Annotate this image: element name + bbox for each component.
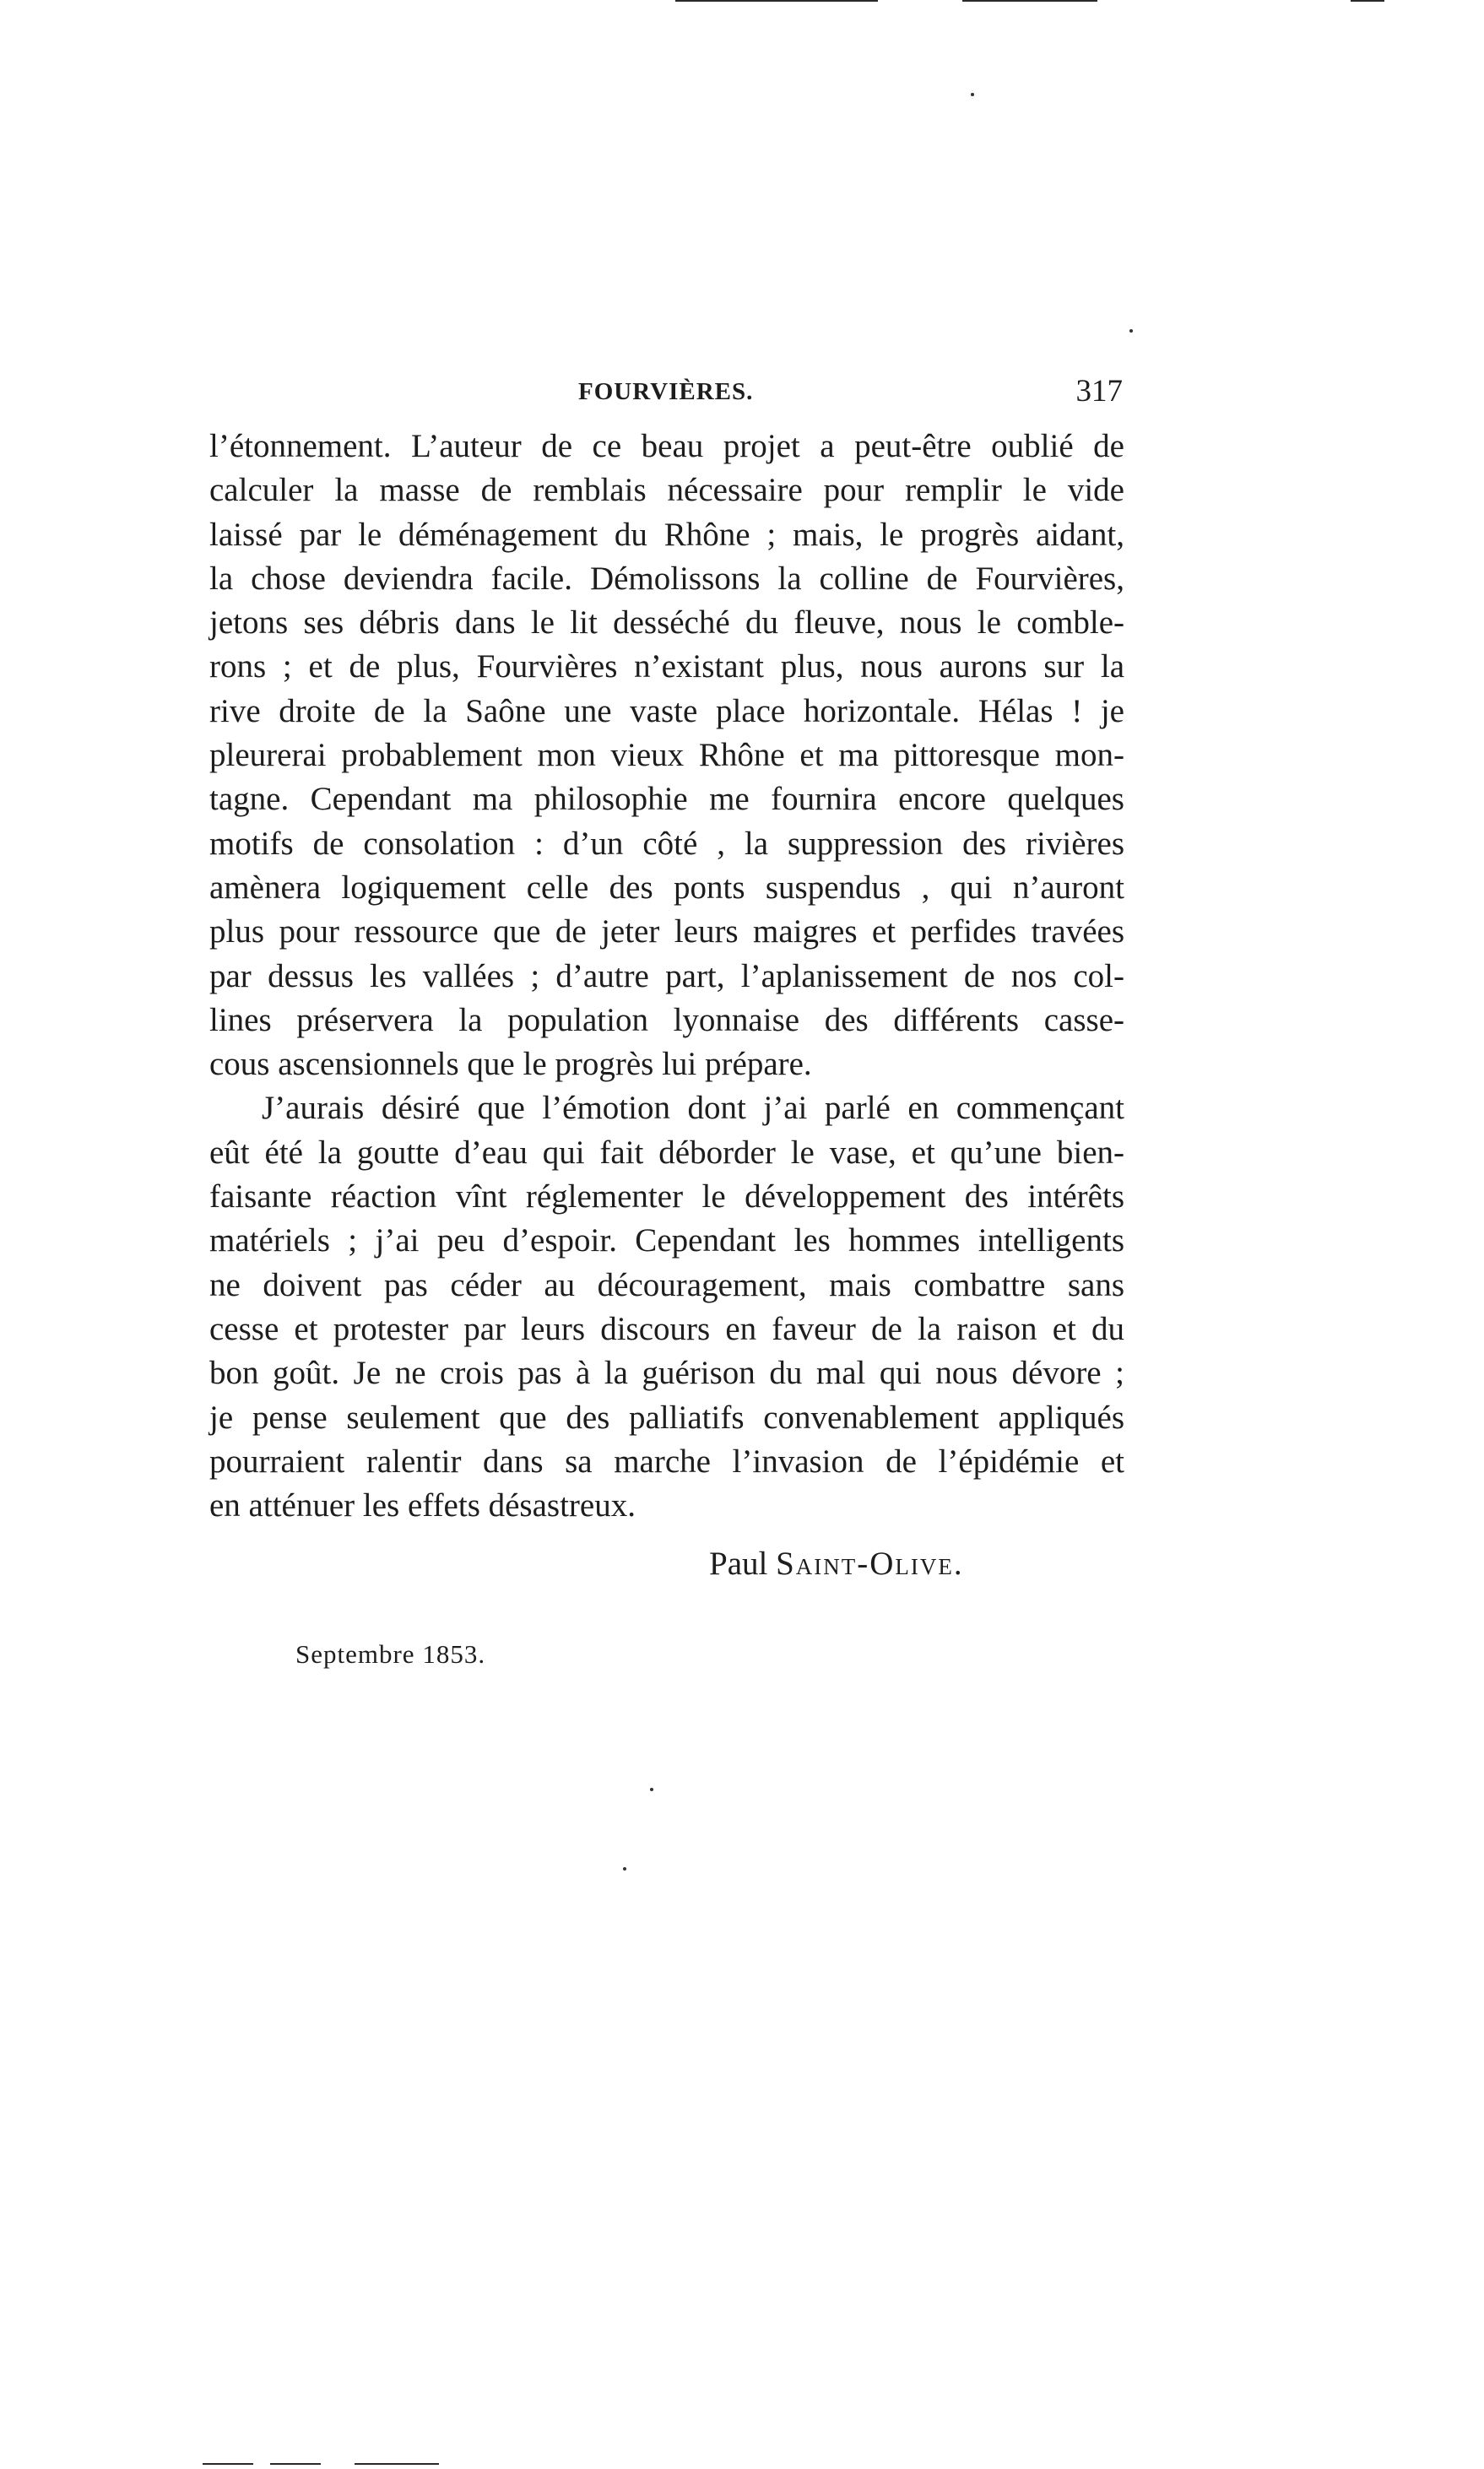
text-line: pourraient ralentir dans sa marche l’invasion de l’épidémie et [209, 1443, 1124, 1480]
text-line: bon goût. Je ne crois pas à la guérison du mal qui nous dévore ; [209, 1355, 1124, 1392]
text-line: ne doivent pas céder au découragement, mais combattre sans [209, 1266, 1124, 1303]
scan-speck [971, 93, 974, 96]
text-line: eût été la goutte d’eau qui fait déborder le vase, et qu’une bien- [209, 1134, 1124, 1171]
running-header [211, 374, 1123, 420]
text-line: cesse et protester par leurs discours en faveur de la raison et du [209, 1310, 1124, 1347]
text-line: amènera logiquement celle des ponts suspendus , qui n’auront [209, 869, 1124, 906]
page-number: 317 [1075, 374, 1123, 409]
scan-edge-line [962, 0, 1097, 2]
text-line: par dessus les vallées ; d’autre part, l’aplanissement de nos col- [209, 957, 1124, 994]
text-line: J’aurais désiré que l’émotion dont j’ai parlé en commençant [262, 1090, 1124, 1127]
scan-edge-line [355, 2463, 439, 2465]
scan-edge-line [203, 2463, 253, 2465]
text-line: cous ascensionnels que le progrès lui prépare. [209, 1046, 812, 1083]
text-line: jetons ses débris dans le lit desséché du fleuve, nous le comble- [209, 604, 1124, 642]
text-line: l’étonnement. L’auteur de ce beau projet a peut-être oublié de [209, 428, 1124, 464]
author-first-name: Paul [709, 1546, 768, 1582]
text-line: en atténuer les effets désastreux. [209, 1487, 636, 1524]
text-line: calculer la masse de remblais nécessaire pour remplir le vide [209, 472, 1124, 509]
text-line: laissé par le déménagement du Rhône ; mais, le progrès aidant, [209, 516, 1124, 553]
running-title: FOURVIÈRES. [578, 378, 754, 405]
text-line: lines préservera la population lyonnaise des différents casse- [209, 1001, 1124, 1038]
text-line: tagne. Cependant ma philosophie me fournira encore quelques [209, 781, 1124, 818]
author-signature [709, 1545, 964, 1583]
scan-edge-line [675, 0, 878, 2]
scan-speck [623, 1867, 626, 1871]
text-line: motifs de consolation : d’un côté , la suppression des rivières [209, 825, 1124, 862]
text-line: pleurerai probablement mon vieux Rhône et ma pittoresque mon- [209, 737, 1124, 774]
text-line: rons ; et de plus, Fourvières n’existant plus, nous aurons sur la [209, 648, 1124, 685]
scan-edge-line [270, 2463, 321, 2465]
text-line: matériels ; j’ai peu d’espoir. Cependant les hommes intelligents [209, 1222, 1124, 1259]
text-line: faisante réaction vînt réglementer le développement des intérêts [209, 1178, 1124, 1216]
author-last-name: Saint-Olive. [776, 1546, 964, 1582]
body-text [209, 425, 1124, 1528]
text-line: rive droite de la Saône une vaste place horizontale. Hélas ! je [209, 692, 1124, 729]
scan-speck [650, 1788, 653, 1791]
dateline: Septembre 1853. [295, 1639, 486, 1669]
text-line: la chose deviendra facile. Démolissons la colline de Fourvières, [209, 560, 1124, 597]
paragraph-1 [209, 425, 1124, 1086]
scan-speck [1129, 329, 1133, 333]
paragraph-2 [209, 1086, 1124, 1528]
text-line: plus pour ressource que de jeter leurs maigres et perfides travées [209, 913, 1124, 950]
scan-edge-line [1351, 0, 1384, 2]
text-line: je pense seulement que des palliatifs convenablement appliqués [209, 1399, 1124, 1436]
